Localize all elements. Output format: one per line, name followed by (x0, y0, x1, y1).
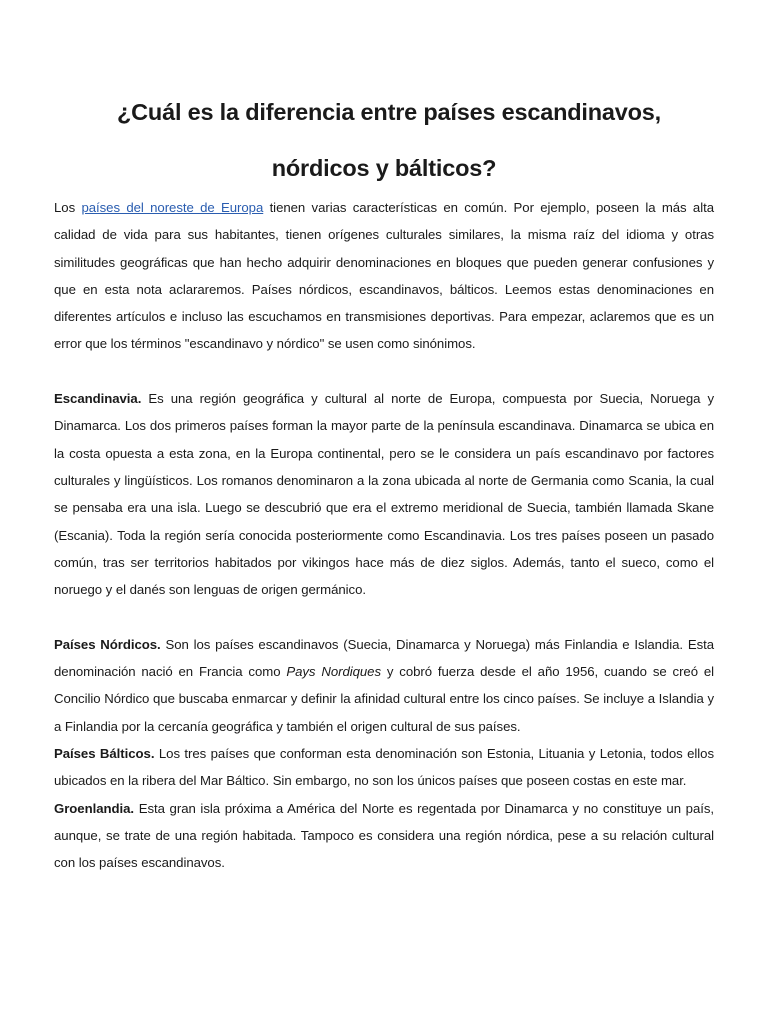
nordicos-paragraph (54, 631, 714, 740)
intro-paragraph (54, 194, 714, 358)
groenlandia-text: Esta gran isla próxima a América del Norte es regentada por Dinamarca y no constituye un país, aunque, se trate de una región habitada. Tampoco es considera una región nórdica, pese a su relación cultural con los países escandinavos. (54, 800, 714, 871)
balticos-term: Países Bálticos. (54, 745, 155, 761)
nordicos-text-a: Son los países escandinavos (Suecia, Dinamarca y Noruega) más Finlandia e Islandia. Esta denominación nació en Francia como (54, 636, 715, 680)
escandinavia-text: Es una región geográfica y cultural al norte de Europa, compuesta por Suecia, Noruega y Dinamarca. Los dos primeros países forman la mayor parte de la península escandinava. Dinamarca se ubica en la costa opuesta a esta zona, en la Europa continental, pero se le considera un país escandinavo por factores culturales y lingüísticos. Los romanos denominaron a la zona ubicada al norte de Germania como Scania, la cual se pensaba era una isla. Luego se descubrió que era el extremo meridional de Suecia, también llamada Skane (Escania). Toda la región sería conocida posteriormente como Escandinavia. Los tres países poseen un pasado común, tras ser territorios habitados por vikingos hace más de diez siglos. Además, tanto el sueco, como el noruego y el danés son lenguas de origen germánico. (54, 391, 714, 598)
escandinavia-paragraph (54, 385, 714, 603)
page-title (54, 0, 714, 196)
title-line-2: nórdicos y bálticos? (271, 155, 497, 181)
nordicos-italic-term: Pays Nordiques (286, 664, 382, 680)
balticos-paragraph (54, 740, 714, 795)
nordicos-text-b: y cobró fuerza desde el año 1956, cuando se creó el Concilio Nórdico que buscaba enmarcar y definir la afinidad cultural entre los cinco países. Se incluye a Islandia y a Finlandia por la cercanía geográfica y también el origen cultural de sus países. (54, 664, 715, 734)
escandinavia-term: Escandinavia. (54, 391, 142, 407)
intro-text: tienen varias características en común. Por ejemplo, poseen la más alta calidad de vida para sus habitantes, tienen orígenes culturales similares, la misma raíz del idioma y otras similitudes geográficas que han hecho adquirir denominaciones en bloques que pueden generar confusiones y que en esta nota aclararemos. Países nórdicos, escandinavos, bálticos. Leemos estas denominaciones en diferentes artículos e incluso las escuchamos en transmisiones deportivas. Para empezar, aclaremos que es un error que los términos "escandinavo y nórdico" se usen como sinónimos. (54, 200, 714, 352)
intro-pre: Los (54, 200, 82, 215)
nordicos-term: Países Nórdicos. (54, 636, 161, 652)
balticos-text: Los tres países que conforman esta denominación son Estonia, Lituania y Letonia, todos ellos ubicados en la ribera del Mar Báltico. Sin embargo, no son los únicos países que poseen costas en este mar. (54, 745, 714, 789)
groenlandia-term: Groenlandia. (54, 800, 135, 816)
document-body (54, 194, 714, 876)
groenlandia-paragraph (54, 795, 714, 877)
noreste-europa-link[interactable]: países del noreste de Europa (81, 200, 264, 215)
title-line-1: ¿Cuál es la diferencia entre países escandinavos, (117, 99, 661, 125)
